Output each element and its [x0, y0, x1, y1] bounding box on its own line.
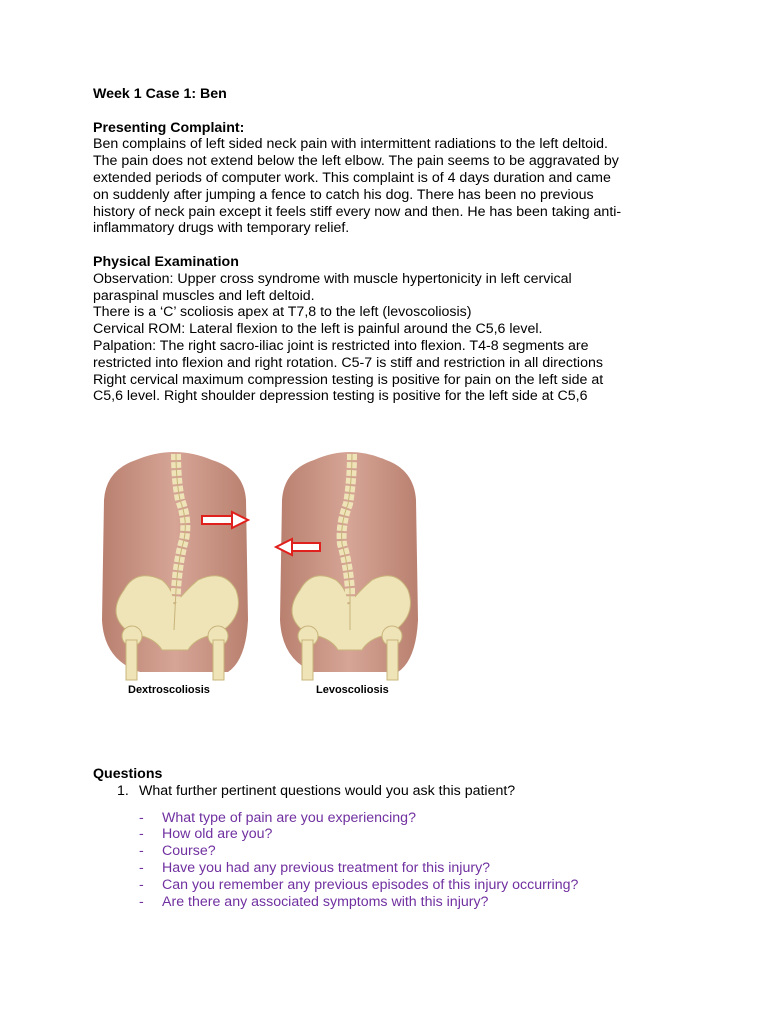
presenting-line: extended periods of computer work. This complaint is of 4 days duration and came [93, 169, 611, 186]
dextroscoliosis-label: Dextroscoliosis [128, 684, 210, 696]
case-text [93, 86, 713, 405]
presenting-complaint-heading: Presenting Complaint: [93, 119, 245, 136]
scoliosis-figure [96, 440, 436, 702]
answer-item [93, 860, 713, 877]
case-title: Week 1 Case 1: Ben [93, 86, 227, 102]
levoscoliosis-label: Levoscoliosis [316, 684, 389, 696]
dash-bullet: - [139, 843, 144, 860]
answer-text: What type of pain are you experiencing? [162, 809, 416, 826]
answer-text: How old are you? [162, 826, 273, 843]
levoscoliosis-torso [280, 452, 418, 680]
answer-list [93, 810, 713, 911]
dash-bullet: - [139, 826, 144, 843]
answer-text: Course? [162, 843, 216, 860]
presenting-line: history of neck pain except it feels stiff every now and then. He has been taking anti- [93, 203, 622, 220]
dash-bullet: - [139, 809, 144, 826]
exam-line: paraspinal muscles and left deltoid. [93, 287, 315, 304]
answer-item [93, 877, 713, 894]
presenting-line: inflammatory drugs with temporary relief. [93, 220, 350, 237]
answer-text: Have you had any previous treatment for this injury? [162, 859, 491, 876]
question-number: 1. [117, 782, 129, 799]
physical-exam-heading: Physical Examination [93, 253, 239, 270]
answer-item [93, 894, 713, 911]
exam-line: Right cervical maximum compression testing is positive for pain on the left side at [93, 371, 604, 388]
dash-bullet: - [139, 876, 144, 893]
dash-bullet: - [139, 859, 144, 876]
scoliosis-illustration [96, 440, 436, 702]
presenting-line: Ben complains of left sided neck pain with intermittent radiations to the left deltoid. [93, 136, 608, 153]
presenting-line: on suddenly after jumping a fence to catch his dog. There has been no previous [93, 186, 594, 203]
exam-line: C5,6 level. Right shoulder depression testing is positive for the left side at C5,6 [93, 388, 588, 405]
exam-line: There is a ‘C’ scoliosis apex at T7,8 to the left (levoscoliosis) [93, 304, 472, 321]
presenting-line: The pain does not extend below the left elbow. The pain seems to be aggravated by [93, 153, 619, 170]
exam-line: Cervical ROM: Lateral flexion to the left is painful around the C5,6 level. [93, 321, 543, 338]
question-item [93, 783, 713, 800]
answer-text: Can you remember any previous episodes of this injury occurring? [162, 876, 579, 893]
answer-item [93, 810, 713, 827]
exam-line: Observation: Upper cross syndrome with muscle hypertonicity in left cervical [93, 270, 572, 287]
question-text: What further pertinent questions would you ask this patient? [139, 782, 516, 799]
answer-text: Are there any associated symptoms with this injury? [162, 893, 489, 910]
exam-line: Palpation: The right sacro-iliac joint is restricted into flexion. T4-8 segments are [93, 337, 589, 354]
answer-item [93, 843, 713, 860]
answer-item [93, 826, 713, 843]
exam-line: restricted into flexion and right rotation. C5-7 is stiff and restriction in all directions [93, 354, 603, 371]
dash-bullet: - [139, 893, 144, 910]
questions-section [93, 766, 713, 910]
dextroscoliosis-torso [102, 452, 248, 680]
questions-heading: Questions [93, 766, 163, 782]
